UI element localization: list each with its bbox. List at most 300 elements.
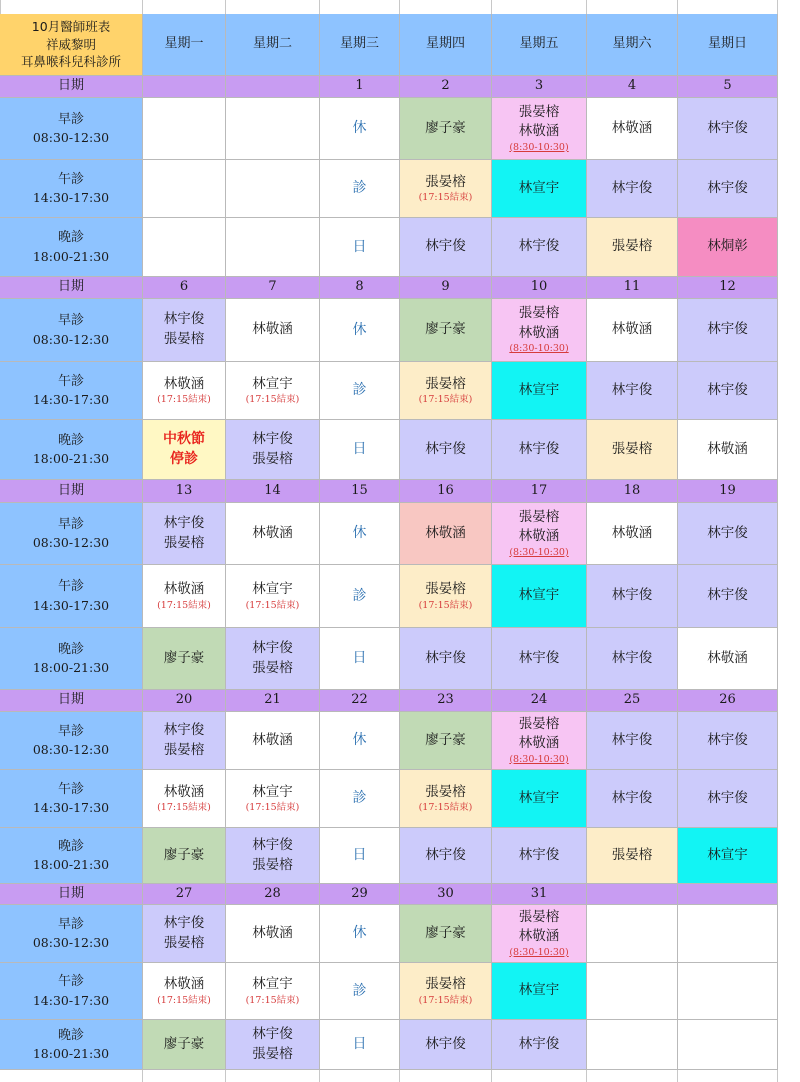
weekday-label: 星期一 [164, 36, 204, 52]
shift-cell [226, 299, 320, 362]
empty-grid-cell [400, 1070, 492, 1082]
date-number: 29 [351, 885, 368, 901]
shift-cell [678, 828, 778, 884]
doctor-name: 張晏榕 [252, 856, 293, 873]
shift-cell [587, 628, 678, 690]
date-cell [678, 884, 778, 905]
shift-cell [320, 712, 400, 770]
shift-cell [143, 712, 226, 770]
date-cell [587, 690, 678, 712]
shift-cell [143, 905, 226, 963]
grid-line [777, 0, 778, 14]
grid-line [0, 0, 1, 14]
slot-name: 早診 [57, 111, 84, 127]
doctor-name: 林宇俊 [611, 649, 653, 666]
doctor-name: 林宣宇 [518, 179, 560, 196]
slot-label [0, 299, 143, 362]
slot-label [0, 565, 143, 628]
date-number: 23 [437, 692, 454, 708]
slot-name: 早診 [57, 313, 84, 329]
shift-cell [226, 770, 320, 828]
date-cell [587, 277, 678, 299]
date-cell [492, 884, 587, 905]
shift-cell [143, 1020, 226, 1070]
weekday-header [143, 14, 226, 76]
slot-time: 08:30-12:30 [32, 742, 110, 758]
date-cell [320, 690, 400, 712]
slot-name: 晚診 [57, 230, 84, 246]
empty-grid-cell [0, 1070, 143, 1082]
doctor-name: 張晏榕 [163, 331, 205, 347]
shift-cell [400, 565, 492, 628]
date-number: 20 [175, 692, 193, 708]
doctor-name: 林宇俊 [163, 721, 205, 738]
doctor-name: 林敬涵 [611, 524, 653, 541]
weekday-label: 星期四 [425, 36, 465, 52]
shift-cell [678, 98, 778, 160]
slot-time: 08:30-12:30 [32, 130, 110, 146]
shift-cell [492, 362, 587, 420]
shift-cell [226, 218, 320, 277]
shift-cell [587, 828, 678, 884]
date-cell [492, 480, 587, 503]
doctor-name: 林宇俊 [425, 649, 466, 666]
shift-cell [226, 565, 320, 628]
shift-cell [320, 1020, 400, 1070]
date-cell [226, 480, 320, 503]
shift-cell [400, 362, 492, 420]
title-line: 10月醫師班表 [31, 19, 111, 35]
doctor-name: 林宇俊 [518, 238, 560, 255]
date-number: 12 [719, 279, 736, 295]
shift-cell [492, 420, 587, 480]
doctor-name: 林宇俊 [518, 440, 560, 457]
weekday-label: 星期三 [339, 36, 379, 52]
weekday-header [226, 14, 320, 76]
doctor-name: 張晏榕 [425, 581, 466, 598]
doctor-name: 林宇俊 [425, 846, 466, 863]
doctor-name: 張晏榕 [611, 238, 653, 255]
date-number: 11 [623, 279, 641, 295]
weekday-label: 星期六 [612, 36, 652, 52]
date-cell [320, 76, 400, 98]
date-number: 17 [530, 482, 548, 498]
shift-note: (17:15結束) [418, 394, 473, 406]
date-number: 9 [441, 279, 450, 295]
shift-cell [678, 628, 778, 690]
shift-cell [492, 565, 587, 628]
grid-line [319, 0, 320, 14]
slot-time: 18:00-21:30 [32, 451, 110, 467]
shift-cell [587, 362, 678, 420]
shift-cell [587, 1020, 678, 1070]
shift-cell [587, 905, 678, 963]
grid-line [142, 0, 143, 14]
shift-cell [400, 628, 492, 690]
shift-cell [320, 160, 400, 218]
title-line: 祥威黎明 [45, 36, 96, 52]
doctor-name: 林宇俊 [252, 1025, 293, 1042]
shift-note: (17:15結束) [157, 994, 211, 1006]
slot-label [0, 628, 143, 690]
slot-label [0, 362, 143, 420]
doctor-name: 林宇俊 [518, 1035, 560, 1052]
shift-note: (8:30-10:30) [509, 946, 569, 958]
slot-label [0, 420, 143, 480]
date-cell [143, 277, 226, 299]
shift-cell [143, 218, 226, 277]
date-number: 8 [355, 279, 364, 295]
date-cell [678, 76, 778, 98]
doctor-name: 林敬涵 [163, 581, 205, 598]
doctor-name: 林宇俊 [518, 649, 560, 666]
doctor-name: 林宇俊 [707, 179, 748, 196]
shift-note: (17:15結束) [245, 802, 300, 814]
shift-cell [587, 218, 678, 277]
shift-cell [492, 770, 587, 828]
empty-grid-cell [587, 1070, 678, 1082]
doctor-name: 張晏榕 [518, 103, 560, 120]
doctor-name: 林宇俊 [707, 381, 748, 398]
date-label-text: 日期 [57, 279, 84, 295]
date-cell [678, 480, 778, 503]
slot-label [0, 218, 143, 277]
doctor-name: 林宇俊 [707, 119, 748, 136]
doctor-name: 林敬涵 [252, 524, 293, 541]
doctor-name: 廖子豪 [163, 649, 205, 666]
slot-name: 晚診 [57, 1027, 84, 1043]
date-number: 1 [355, 78, 364, 94]
shift-cell [320, 362, 400, 420]
date-number: 26 [719, 692, 736, 708]
date-label-text: 日期 [57, 482, 84, 498]
shift-cell [587, 299, 678, 362]
shift-cell [400, 770, 492, 828]
date-number: 19 [719, 482, 736, 498]
doctor-name: 廖子豪 [425, 731, 466, 748]
slot-name: 早診 [57, 723, 84, 739]
closed-marker: 休 [352, 925, 367, 942]
shift-cell [492, 828, 587, 884]
date-cell [678, 690, 778, 712]
date-cell [587, 480, 678, 503]
date-number: 5 [723, 78, 732, 94]
shift-cell [400, 503, 492, 565]
date-cell [226, 277, 320, 299]
date-cell [400, 76, 492, 98]
slot-label [0, 770, 143, 828]
date-cell [587, 76, 678, 98]
shift-note: (17:15結束) [245, 994, 300, 1006]
shift-note: (17:15結束) [418, 192, 473, 204]
shift-note: (8:30-10:30) [509, 343, 569, 355]
date-cell [492, 690, 587, 712]
doctor-name: 林宣宇 [518, 982, 560, 999]
shift-cell [587, 160, 678, 218]
holiday-notice: 停診 [170, 450, 198, 467]
shift-cell [400, 828, 492, 884]
doctor-name: 廖子豪 [425, 119, 466, 136]
date-number: 13 [175, 482, 193, 498]
shift-cell [400, 299, 492, 362]
slot-label [0, 963, 143, 1020]
doctor-name: 林宇俊 [425, 238, 466, 255]
shift-cell [226, 362, 320, 420]
doctor-name: 林敬涵 [707, 649, 748, 666]
date-row-label [0, 690, 143, 712]
doctor-name: 林宣宇 [252, 375, 293, 392]
weekday-label: 星期五 [519, 36, 559, 52]
shift-cell [587, 712, 678, 770]
shift-cell [143, 503, 226, 565]
doctor-name: 張晏榕 [425, 173, 466, 190]
date-cell [143, 480, 226, 503]
doctor-name: 廖子豪 [425, 321, 466, 338]
date-number: 24 [530, 692, 548, 708]
shift-cell [320, 770, 400, 828]
doctor-name: 林宇俊 [707, 731, 748, 748]
date-number: 2 [441, 78, 450, 94]
schedule-title [0, 14, 143, 76]
shift-cell [492, 1020, 587, 1070]
shift-cell [143, 299, 226, 362]
date-cell [492, 76, 587, 98]
slot-time: 08:30-12:30 [32, 535, 110, 551]
shift-cell [226, 420, 320, 480]
empty-grid-cell [678, 1070, 778, 1082]
doctor-name: 林敬涵 [252, 321, 293, 338]
weekday-header [678, 14, 778, 76]
grid-line [225, 0, 226, 14]
slot-time: 18:00-21:30 [32, 1046, 110, 1062]
doctor-name: 林宣宇 [707, 846, 748, 863]
holiday-notice: 中秋節 [163, 430, 205, 447]
closed-marker: 日 [352, 1036, 367, 1053]
doctor-name: 林宇俊 [611, 179, 653, 196]
shift-cell [678, 963, 778, 1020]
shift-cell [143, 628, 226, 690]
date-number: 15 [351, 482, 368, 498]
doctor-name: 張晏榕 [163, 534, 205, 551]
doctor-name: 林宇俊 [611, 789, 653, 806]
weekday-header [587, 14, 678, 76]
shift-cell [678, 420, 778, 480]
date-cell [320, 480, 400, 503]
date-number: 7 [268, 279, 277, 295]
doctor-name: 張晏榕 [518, 908, 560, 925]
slot-time: 14:30-17:30 [32, 800, 110, 816]
closed-marker: 日 [352, 847, 367, 864]
shift-cell [320, 828, 400, 884]
shift-cell [400, 420, 492, 480]
doctor-name: 林敬涵 [163, 375, 205, 392]
slot-time: 08:30-12:30 [32, 331, 110, 347]
doctor-name: 林敬涵 [163, 783, 205, 800]
doctor-name: 廖子豪 [163, 1035, 205, 1052]
closed-marker: 診 [352, 382, 367, 399]
closed-marker: 診 [352, 587, 367, 604]
shift-cell [678, 565, 778, 628]
slot-name: 晚診 [57, 432, 84, 448]
shift-cell [587, 420, 678, 480]
shift-cell [226, 98, 320, 160]
closed-marker: 休 [352, 120, 367, 137]
empty-grid-cell [492, 1070, 587, 1082]
shift-cell [678, 1020, 778, 1070]
doctor-name: 林宇俊 [611, 587, 653, 604]
doctor-name: 張晏榕 [518, 508, 560, 525]
date-number: 28 [264, 885, 281, 901]
date-number: 6 [179, 279, 189, 295]
shift-cell [492, 218, 587, 277]
date-number: 21 [264, 692, 281, 708]
shift-cell [400, 963, 492, 1020]
shift-cell [320, 963, 400, 1020]
doctor-name: 林烔彰 [707, 238, 748, 255]
shift-note: (17:15結束) [418, 802, 473, 814]
date-cell [226, 884, 320, 905]
doctor-name: 林敬涵 [425, 524, 466, 541]
slot-label [0, 98, 143, 160]
date-cell [143, 690, 226, 712]
shift-cell [492, 963, 587, 1020]
shift-cell [320, 420, 400, 480]
shift-cell [226, 503, 320, 565]
shift-cell [492, 503, 587, 565]
slot-label [0, 712, 143, 770]
slot-time: 18:00-21:30 [32, 660, 110, 676]
date-cell [320, 884, 400, 905]
shift-cell [400, 160, 492, 218]
doctor-name: 林宣宇 [518, 789, 560, 806]
shift-cell [587, 963, 678, 1020]
date-cell [400, 884, 492, 905]
doctor-name: 張晏榕 [425, 375, 466, 392]
shift-note: (8:30-10:30) [509, 546, 569, 558]
date-row-label [0, 277, 143, 299]
shift-cell [226, 963, 320, 1020]
date-cell [226, 690, 320, 712]
shift-note: (17:15結束) [157, 394, 211, 406]
shift-note: (17:15結束) [418, 599, 473, 611]
weekday-label: 星期二 [252, 36, 292, 52]
closed-marker: 診 [352, 790, 367, 807]
shift-cell [320, 905, 400, 963]
doctor-name: 張晏榕 [611, 846, 653, 863]
doctor-name: 林宇俊 [163, 311, 205, 328]
date-cell [587, 884, 678, 905]
doctor-name: 林宇俊 [518, 846, 560, 863]
date-number: 30 [437, 885, 454, 901]
title-line: 耳鼻喉科兒科診所 [20, 54, 121, 70]
shift-note: (17:15結束) [245, 599, 300, 611]
shift-cell [320, 503, 400, 565]
shift-cell [143, 770, 226, 828]
date-label-text: 日期 [57, 692, 84, 708]
grid-line [491, 0, 492, 14]
date-number: 22 [351, 692, 368, 708]
doctor-name: 張晏榕 [163, 741, 205, 758]
shift-cell [320, 218, 400, 277]
slot-time: 14:30-17:30 [32, 597, 110, 613]
shift-cell [492, 905, 587, 963]
shift-note: (17:15結束) [245, 394, 300, 406]
doctor-name: 林宇俊 [252, 639, 293, 656]
doctor-name: 廖子豪 [425, 924, 466, 941]
closed-marker: 日 [352, 238, 367, 255]
shift-cell [587, 98, 678, 160]
doctor-name: 林敬涵 [611, 119, 653, 136]
shift-cell [226, 628, 320, 690]
shift-cell [492, 160, 587, 218]
shift-cell [320, 565, 400, 628]
doctor-name: 林宣宇 [252, 581, 293, 598]
shift-note: (8:30-10:30) [509, 753, 569, 765]
shift-cell [320, 299, 400, 362]
shift-cell [143, 98, 226, 160]
date-number: 14 [264, 482, 281, 498]
doctor-name: 林宣宇 [518, 381, 560, 398]
shift-cell [492, 98, 587, 160]
shift-cell [678, 770, 778, 828]
doctor-name: 林宇俊 [425, 1035, 466, 1052]
shift-cell [678, 160, 778, 218]
doctor-name: 林宇俊 [611, 381, 653, 398]
date-label-text: 日期 [57, 78, 84, 94]
date-number: 3 [534, 78, 544, 94]
weekday-header [400, 14, 492, 76]
shift-cell [400, 1020, 492, 1070]
shift-cell [587, 503, 678, 565]
closed-marker: 休 [352, 525, 367, 542]
doctor-name: 林敬涵 [518, 123, 560, 140]
shift-cell [143, 160, 226, 218]
weekday-header [320, 14, 400, 76]
slot-name: 午診 [57, 171, 84, 187]
doctor-name: 林敬涵 [611, 321, 653, 338]
doctor-name: 林宇俊 [611, 731, 653, 748]
closed-marker: 診 [352, 180, 367, 197]
grid-line [677, 0, 678, 14]
shift-cell [678, 503, 778, 565]
doctor-name: 張晏榕 [425, 976, 466, 993]
shift-cell [143, 362, 226, 420]
doctor-name: 張晏榕 [518, 715, 560, 732]
closed-marker: 診 [352, 982, 367, 999]
shift-cell [587, 770, 678, 828]
shift-cell [492, 628, 587, 690]
weekday-label: 星期日 [707, 36, 747, 52]
shift-cell [320, 628, 400, 690]
shift-cell [492, 299, 587, 362]
shift-cell [226, 160, 320, 218]
doctor-name: 林敬涵 [518, 928, 560, 945]
doctor-name: 張晏榕 [611, 440, 653, 457]
slot-name: 午診 [57, 974, 84, 990]
empty-grid-cell [320, 1070, 400, 1082]
shift-cell [400, 218, 492, 277]
shift-cell [678, 218, 778, 277]
doctor-name: 張晏榕 [252, 659, 293, 676]
shift-note: (17:15結束) [157, 802, 211, 814]
shift-cell [226, 1020, 320, 1070]
date-number: 10 [530, 279, 548, 295]
doctor-name: 林宣宇 [252, 976, 293, 993]
empty-grid-cell [143, 1070, 226, 1082]
shift-note: (8:30-10:30) [509, 141, 569, 153]
slot-time: 08:30-12:30 [32, 935, 110, 951]
doctor-name: 林敬涵 [163, 976, 205, 993]
